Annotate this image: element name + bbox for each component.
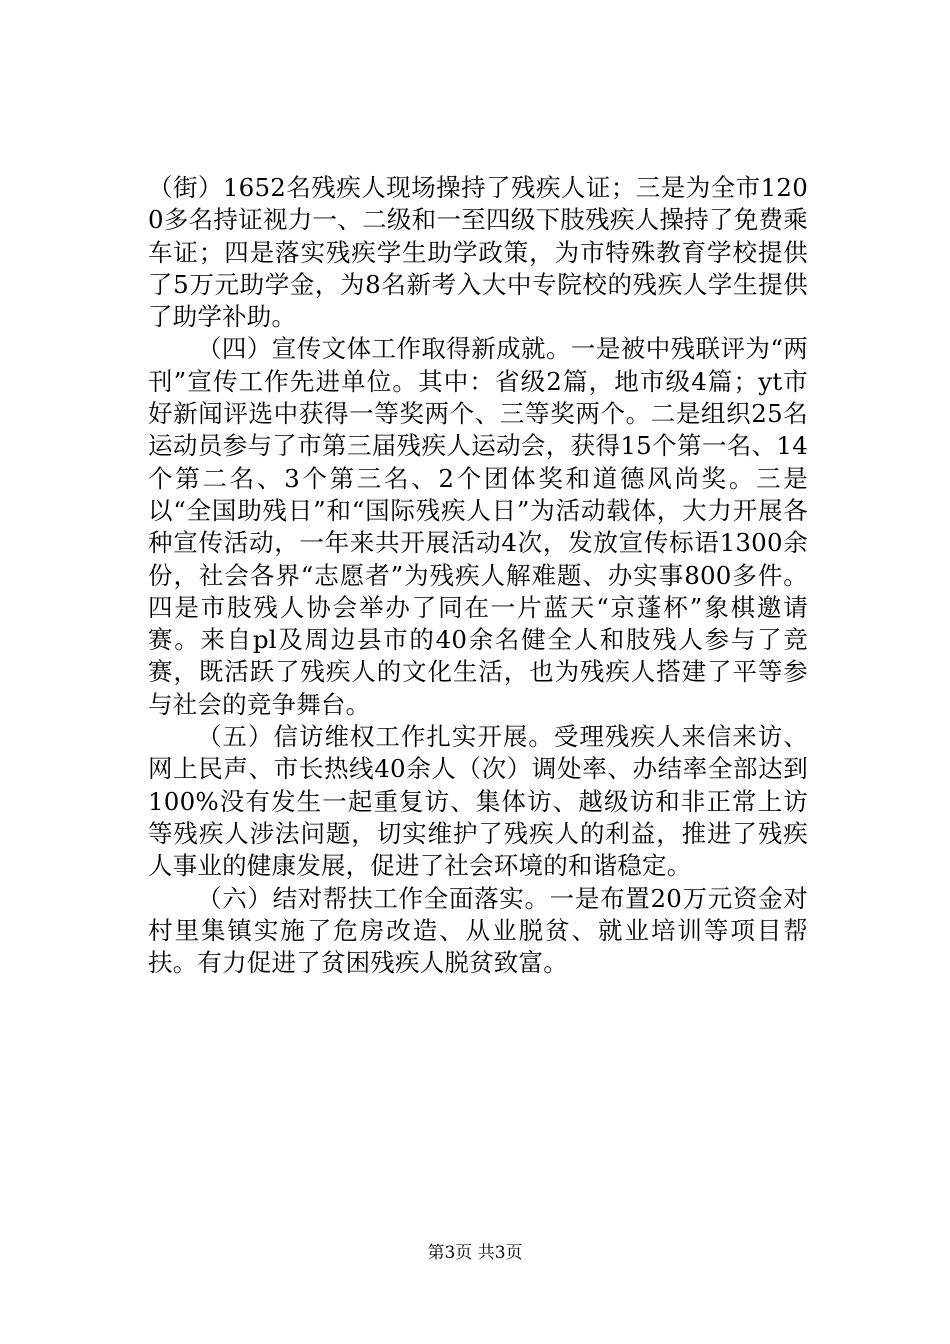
- paragraph-1: （街）1652名残疾人现场操持了残疾人证；三是为全市1200多名持证视力一、二级和一至四级下肢残疾人操持了免费乘车证；四是落实残疾学生助学政策，为市特殊教育学校提供了5万元助学金，为8名新考入大中专院校的残疾人学生提供了助学补助。: [148, 173, 808, 332]
- page-number-footer: 第3页 共3页: [427, 1243, 523, 1263]
- document-body: [148, 172, 808, 979]
- paragraph-2: （四）宣传文体工作取得新成就。一是被中残联评为“两刊”宣传工作先进单位。其中：省级2篇，地市级4篇；yt市好新闻评选中获得一等奖两个、三等奖两个。二是组织25名运动员参与了市第三届残疾人运动会，获得15个第一名、14个第二名、3个第三名、2个团体奖和道德风尚奖。三是以“全国助残日”和“国际残疾人日”为活动载体，大力开展各种宣传活动，一年来共开展活动4次，发放宣传标语1300余份，社会各界“志愿者”为残疾人解难题、办实事800多件。四是市肢残人协会举办了同在一片蓝天“京蓬杯”象棋邀请赛。来自pl及周边县市的40余名健全人和肢残人参与了竞赛，既活跃了残疾人的文化生活，也为残疾人搭建了平等参与社会的竞争舞台。: [148, 334, 808, 719]
- paragraph-4: （六）结对帮扶工作全面落实。一是布置20万元资金对村里集镇实施了危房改造、从业脱贫、就业培训等项目帮扶。有力促进了贫困残疾人脱贫致富。: [148, 883, 808, 978]
- paragraph-3: （五）信访维权工作扎实开展。受理残疾人来信来访、网上民声、市长热线40余人（次）调处率、办结率全部达到100%没有发生一起重复访、集体访、越级访和非正常上访等残疾人涉法问题，切实维护了残疾人的利益，推进了残疾人事业的健康发展，促进了社会环境的和谐稳定。: [148, 722, 808, 881]
